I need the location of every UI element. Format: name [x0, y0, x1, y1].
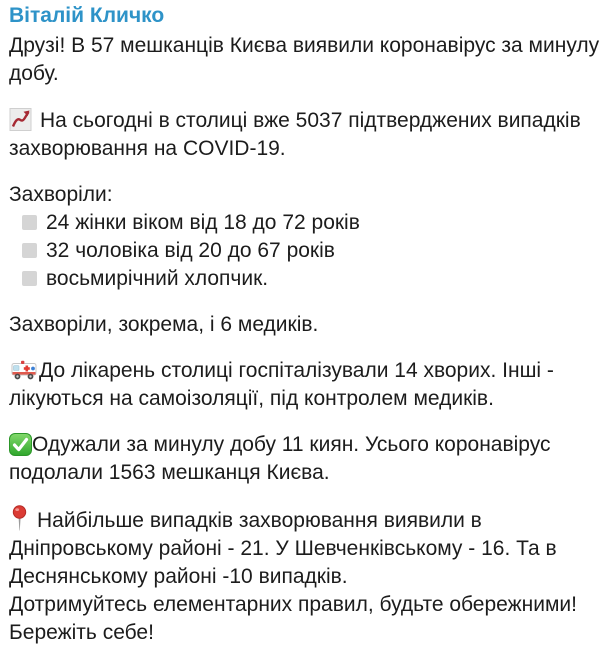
gray-square-bullet-icon [22, 243, 37, 258]
telegram-message [9, 3, 607, 647]
stats-text: На сьогодні в столиці вже 5037 підтверджених випадків захворювання на COVID-19. [9, 109, 581, 160]
intro-text: Друзі! В 57 мешканців Києва виявили коронавірус за минулу добу. [9, 34, 600, 85]
list-item [9, 209, 607, 237]
round-pushpin-icon [12, 505, 27, 535]
list-item-text: 32 чоловіка від 20 до 67 років [46, 239, 335, 262]
check-mark-button-icon [9, 431, 32, 459]
districts-text: Найбільше випадків захворювання виявили в Дніпровському районі - 21. У Шевченківському - 16. Та в Деснянському районі -10 випадків. [9, 509, 557, 588]
paragraph-stats [9, 106, 607, 163]
message-author[interactable]: Віталій Кличко [9, 4, 165, 27]
advice-line: Дотримуйтесь елементарних правил, будьте обережними! [9, 593, 577, 616]
list-item [9, 265, 607, 293]
list-item-text: 24 жінки віком від 18 до 72 років [46, 211, 360, 234]
list-item [9, 237, 607, 265]
paragraph-intro [9, 32, 607, 88]
ambulance-icon [9, 357, 39, 385]
hospital-text: До лікарень столиці госпіталізували 14 хворих. Інші - лікуються на самоізоляції, під контролем медиків. [9, 359, 554, 410]
paragraph-hospital [9, 357, 607, 413]
list-item-text: восьмирічний хлопчик. [46, 267, 269, 290]
closing-line: Бережіть себе! [9, 621, 154, 644]
chart-increasing-icon [9, 106, 33, 135]
sick-list-header: Захворіли: [9, 183, 113, 206]
sick-list [9, 181, 607, 293]
recovered-text: Одужали за минулу добу 11 киян. Усього коронавірус подолали 1563 мешканця Києва. [9, 433, 551, 484]
gray-square-bullet-icon [22, 271, 37, 286]
paragraph-districts [9, 505, 607, 647]
paragraph-recovered [9, 431, 607, 487]
gray-square-bullet-icon [22, 215, 37, 230]
paragraph-medics: Захворіли, зокрема, і 6 медиків. [9, 313, 319, 336]
